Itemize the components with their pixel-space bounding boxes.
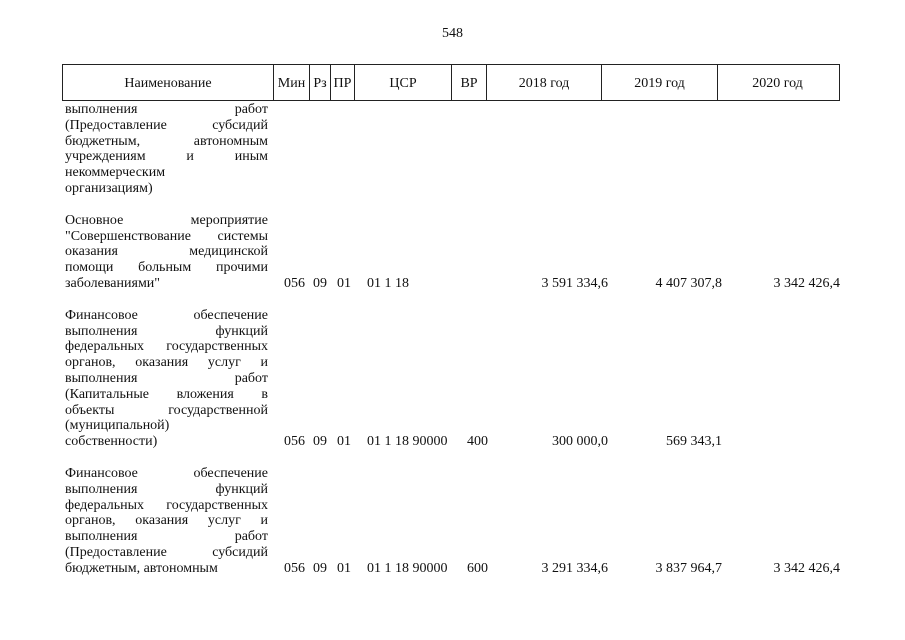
row-name-line: объекты государственной (65, 402, 268, 418)
header-min: Мин (274, 65, 310, 100)
cell-2019: 4 407 307,8 (655, 275, 722, 291)
row-name-line: органов, оказания услуг и (65, 513, 268, 529)
row-name-line: помощи больным прочими (65, 260, 268, 276)
cell-pr: 01 (337, 275, 351, 291)
row-name (65, 466, 268, 577)
cell-pr: 01 (337, 560, 351, 576)
cell-2019: 3 837 964,7 (655, 560, 722, 576)
row-name (65, 213, 268, 292)
cell-vr: 400 (467, 434, 488, 450)
cell-2020: 3 342 426,4 (773, 275, 840, 291)
cell-2018: 3 291 334,6 (541, 560, 608, 576)
header-rz: Рз (310, 65, 331, 100)
cell-2018: 300 000,0 (552, 434, 608, 450)
row-name-line: (Капитальные вложения в (65, 386, 268, 402)
table-row (65, 102, 840, 197)
cell-csr: 01 1 18 (367, 275, 409, 291)
row-name-line: федеральных государственных (65, 339, 268, 355)
row-name-line: организациям) (65, 180, 153, 196)
header-csr: ЦСР (355, 65, 452, 100)
row-name-line: учреждениям и иным (65, 149, 268, 165)
cell-min: 056 (284, 560, 305, 576)
header-vr: ВР (452, 65, 487, 100)
page-number: 548 (442, 26, 463, 41)
row-name-line: Финансовое обеспечение (65, 307, 268, 323)
cell-csr: 01 1 18 90000 (367, 560, 448, 576)
header-name: Наименование (63, 65, 274, 100)
cell-csr: 01 1 18 90000 (367, 434, 448, 450)
row-name-line: выполнения функций (65, 481, 268, 497)
cell-2020: 3 342 426,4 (773, 560, 840, 576)
row-name-line: (Предоставление субсидий (65, 117, 268, 133)
row-name-line: органов, оказания услуг и (65, 355, 268, 371)
row-name-line: бюджетным, автономным (65, 560, 218, 576)
cell-2019: 569 343,1 (666, 434, 722, 450)
row-name-line: "Совершенствование системы (65, 228, 268, 244)
table-row (65, 466, 840, 577)
cell-rz: 09 (313, 560, 327, 576)
row-name (65, 102, 268, 197)
row-name (65, 308, 268, 450)
row-name-line: Основное мероприятие (65, 212, 268, 228)
cell-rz: 09 (313, 434, 327, 450)
row-name-line: Финансовое обеспечение (65, 465, 268, 481)
row-name-line: оказания медицинской (65, 244, 268, 260)
cell-rz: 09 (313, 275, 327, 291)
header-2018: 2018 год (487, 65, 602, 100)
row-name-line: некоммерческим (65, 165, 166, 181)
row-name-line: выполнения функций (65, 323, 268, 339)
row-name-line: (Предоставление субсидий (65, 544, 268, 560)
cell-vr: 600 (467, 560, 488, 576)
cell-min: 056 (284, 275, 305, 291)
cell-min: 056 (284, 434, 305, 450)
table-row (65, 213, 840, 292)
row-name-line: федеральных государственных (65, 497, 268, 513)
row-name-line: заболеваниями" (65, 275, 161, 291)
row-name-line: собственности) (65, 434, 158, 450)
row-name-line: выполнения работ (65, 370, 268, 386)
row-name-line: выполнения работ (65, 102, 268, 117)
row-name-line: бюджетным, автономным (65, 133, 268, 149)
row-name-line: выполнения работ (65, 529, 268, 545)
row-name-line: (муниципальной) (65, 418, 170, 434)
header-2019: 2019 год (602, 65, 718, 100)
header-2020: 2020 год (752, 75, 803, 91)
table-body (65, 102, 840, 577)
table-row (65, 308, 840, 450)
table-header (62, 64, 840, 101)
cell-2018: 3 591 334,6 (541, 275, 608, 291)
cell-pr: 01 (337, 434, 351, 450)
header-pr: ПР (331, 65, 355, 100)
